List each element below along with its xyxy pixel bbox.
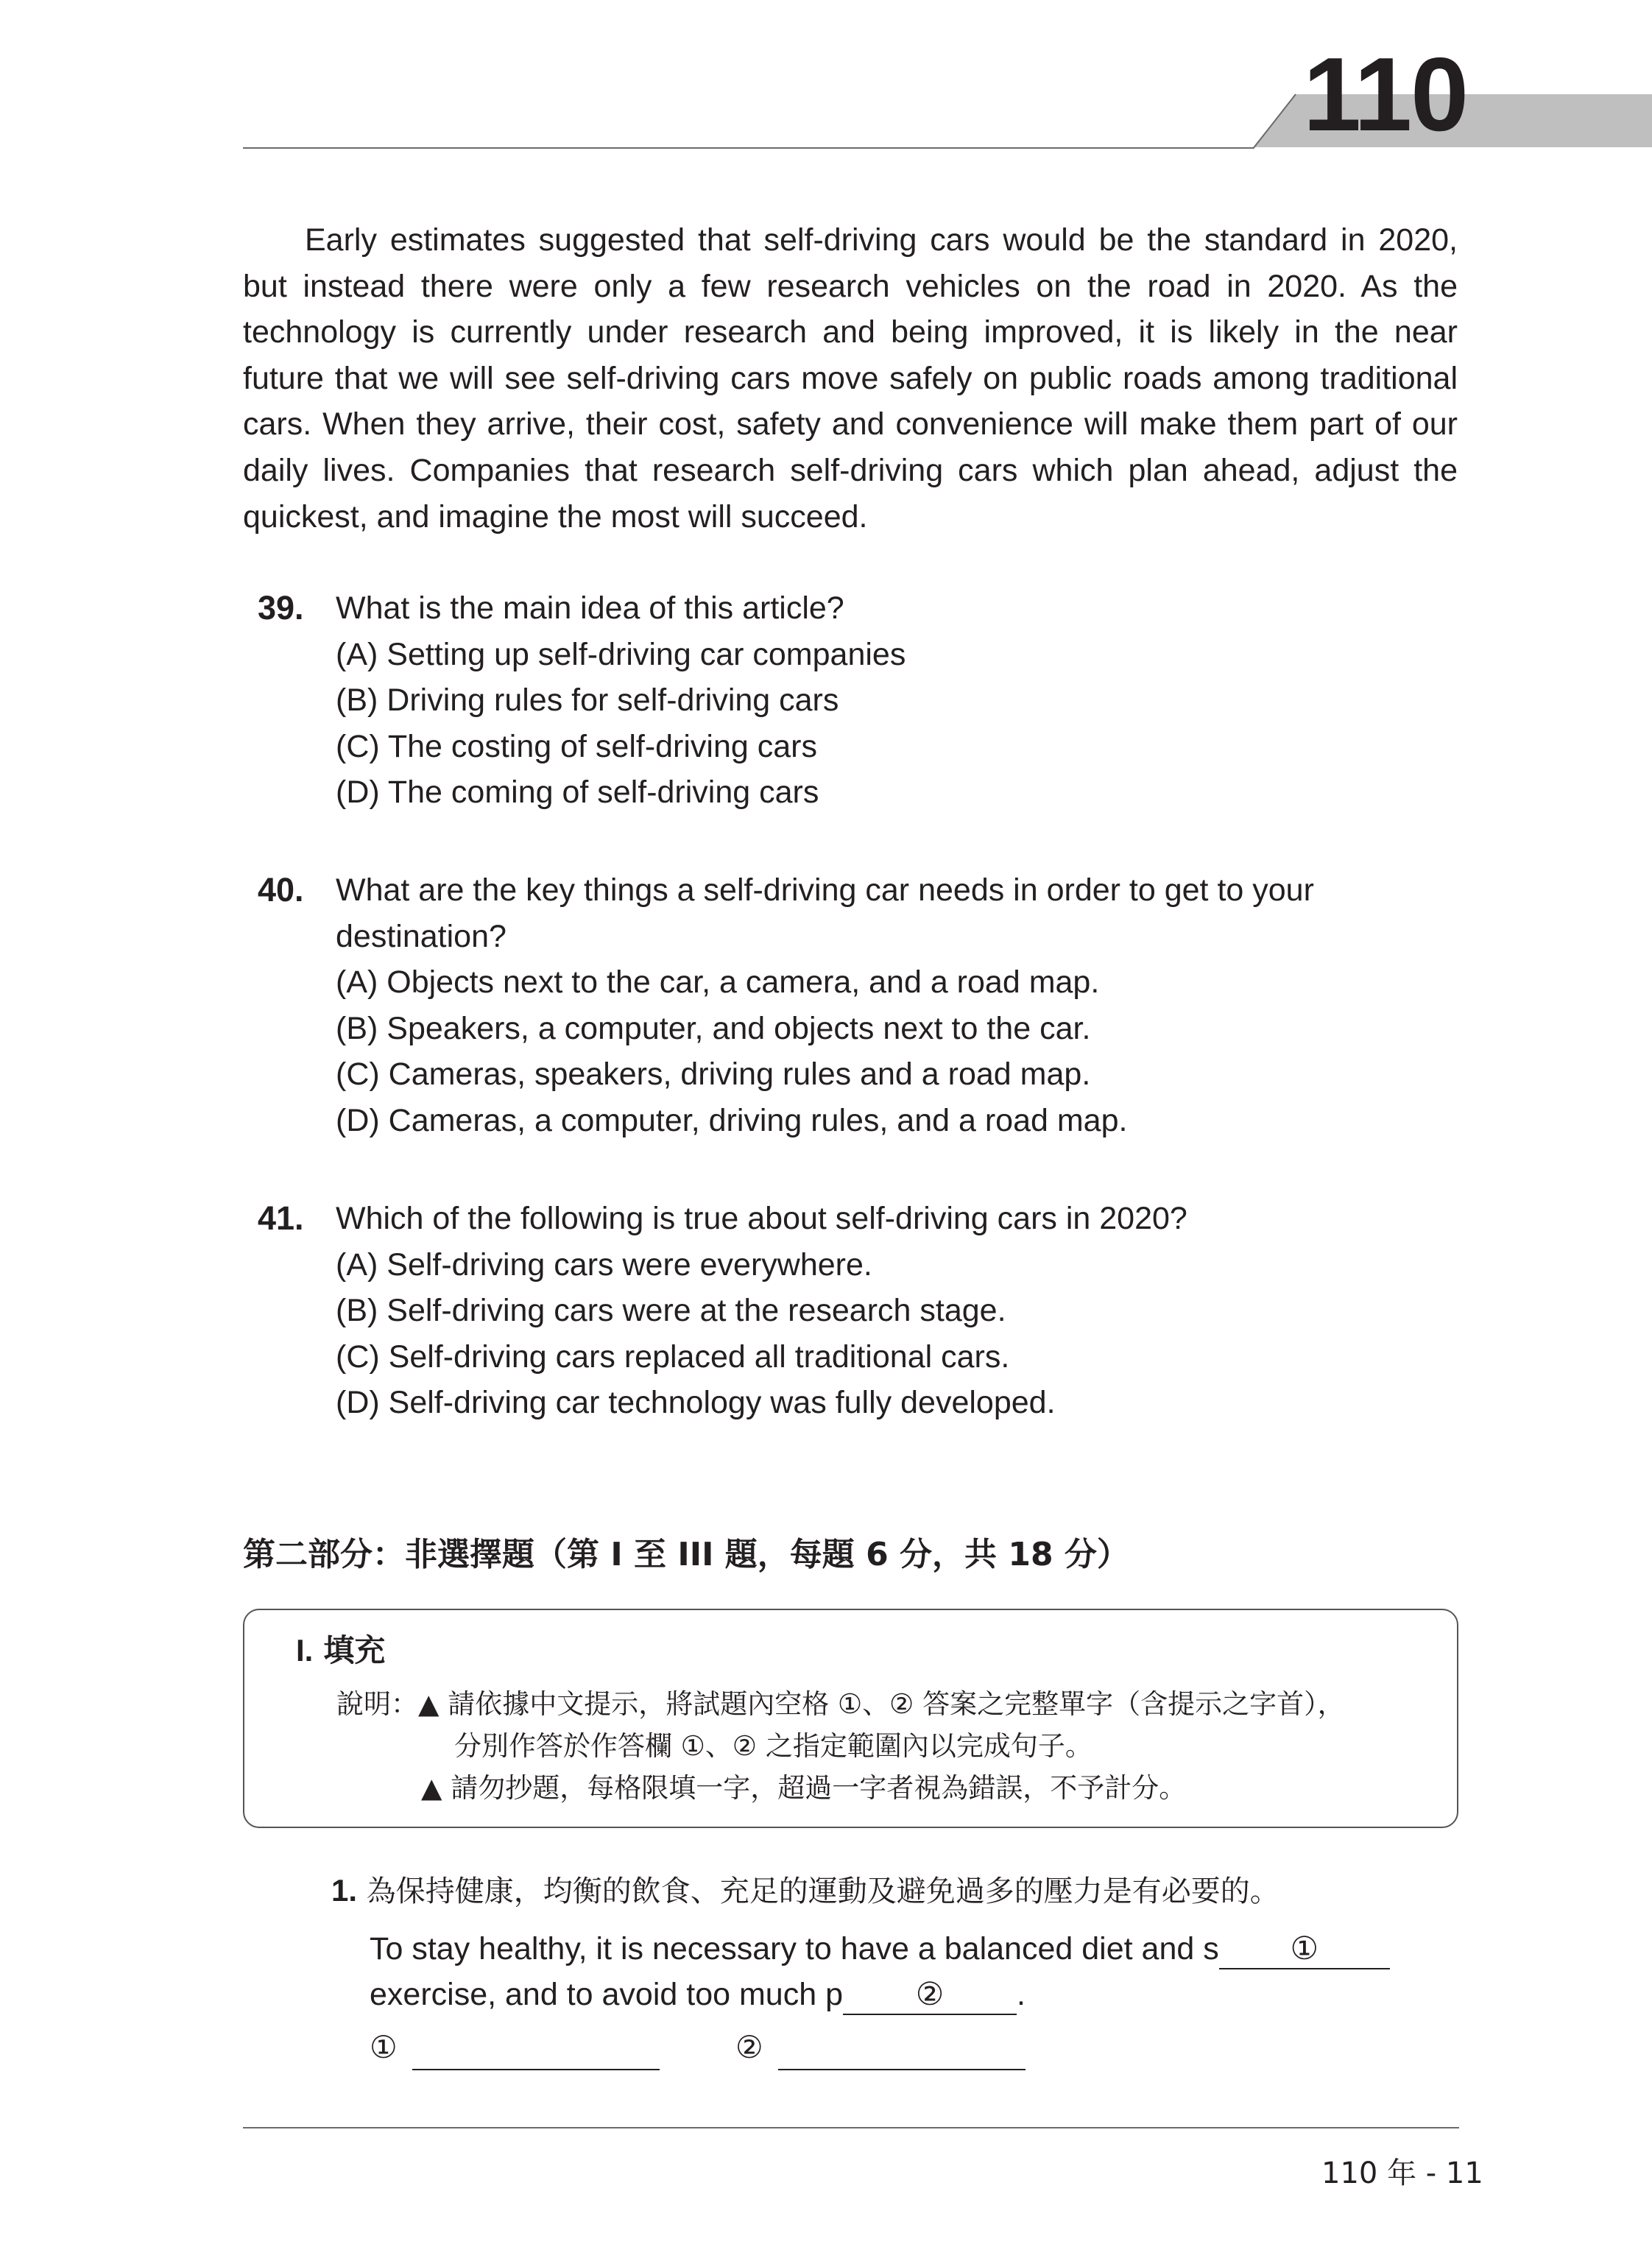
option-a: (A) Setting up self-driving car companies [336, 636, 906, 672]
sentence-text: To stay healthy, it is necessary to have a balanced diet and s [370, 1931, 1219, 1967]
answer-row [370, 2025, 1026, 2070]
reading-passage [243, 217, 1458, 540]
option-d: (D) The coming of self-driving cars [336, 775, 819, 811]
fill-sentence-line-1 [370, 1926, 1390, 1972]
fill-question-1 [331, 1869, 1279, 1913]
option-a: (A) Objects next to the car, a camera, and a road map. [336, 964, 1100, 1001]
exam-year: 110 [1303, 36, 1468, 153]
option-c: (C) Self-driving cars replaced all traditional cars. [336, 1338, 1010, 1375]
instruction-line-2: 分別作答於作答欄 ①、② 之指定範圍內以完成句子。 [454, 1730, 1092, 1762]
question-number: 40. [258, 871, 304, 909]
section-two-title: 第二部分：非選擇題（第 I 至 III 題，每題 6 分，共 18 分） [243, 1536, 1129, 1573]
section-roman-numeral: I. [296, 1633, 314, 1668]
question-40 [258, 867, 1465, 1144]
answer-2-field[interactable] [778, 2039, 1026, 2070]
blank-1-marker: ① [1290, 1931, 1319, 1967]
blank-2-marker: ② [915, 1977, 945, 2012]
question-stem: What are the key things a self-driving car needs in order to get to your destination? [336, 872, 1314, 954]
question-stem: Which of the following is true about self-driving cars in 2020? [336, 1201, 1187, 1236]
option-b: (B) Self-driving cars were at the research stage. [336, 1293, 1006, 1329]
instruction-line-3: ▲ 請勿抄題，每格限填一字，超過一字者視為錯誤，不予計分。 [421, 1772, 1187, 1804]
fill-question-chinese: 為保持健康，均衡的飲食、充足的運動及避免過多的壓力是有必要的。 [366, 1874, 1279, 1908]
passage-text: 2020, but instead there were only a few research vehicles on the road in 2020. As the technology is currently under research and being improved, it is likely in the near future that we will see self-driving cars move safely on public roads among traditional cars. When they arrive, their cost, safety and convenience will make them part of our daily lives. Companies that research self-driving cars which plan ahead, adjust the quickest, and imagine the most will succeed. [243, 222, 1458, 535]
question-41 [258, 1196, 1465, 1426]
sentence-end: . [1016, 1977, 1026, 2012]
footer-rule [243, 2127, 1459, 2128]
option-d: (D) Cameras, a computer, driving rules, and a road map. [336, 1102, 1128, 1138]
sentence-text: exercise, and to avoid too much p [370, 1977, 843, 2012]
option-a: (A) Self-driving cars were everywhere. [336, 1246, 872, 1283]
passage-first-line: Early estimates suggested that self-driving cars would be the standard in [305, 222, 1366, 258]
option-b: (B) Speakers, a computer, and objects next to the car. [336, 1010, 1091, 1046]
blank-1[interactable] [1219, 1930, 1390, 1969]
fill-in-label: 填充 [323, 1632, 386, 1668]
question-number: 41. [258, 1199, 304, 1237]
blank-2[interactable] [843, 1975, 1017, 2015]
question-39 [258, 585, 1465, 816]
fill-sentence-line-2 [370, 1972, 1026, 2017]
fill-question-number: 1. [331, 1873, 358, 1908]
fill-in-heading [296, 1626, 385, 1671]
option-c: (C) Cameras, speakers, driving rules and a road map. [336, 1057, 1091, 1093]
answer-2-label: ② [735, 2030, 763, 2064]
page-number: 110 年 - 11 [1321, 2156, 1483, 2190]
instruction-line-1: 說明：▲ 請依據中文提示，將試題內空格 ①、② 答案之完整單字（含提示之字首）， [336, 1688, 1345, 1720]
instructions-box [243, 1609, 1458, 1828]
question-stem: What is the main idea of this article? [336, 590, 844, 626]
header-rule [243, 147, 1253, 149]
question-number: 39. [258, 589, 304, 627]
option-b: (B) Driving rules for self-driving cars [336, 682, 839, 719]
option-d: (D) Self-driving car technology was fully developed. [336, 1385, 1056, 1421]
answer-1-field[interactable] [412, 2039, 660, 2070]
option-c: (C) The costing of self-driving cars [336, 728, 817, 764]
answer-1-label: ① [370, 2030, 398, 2064]
